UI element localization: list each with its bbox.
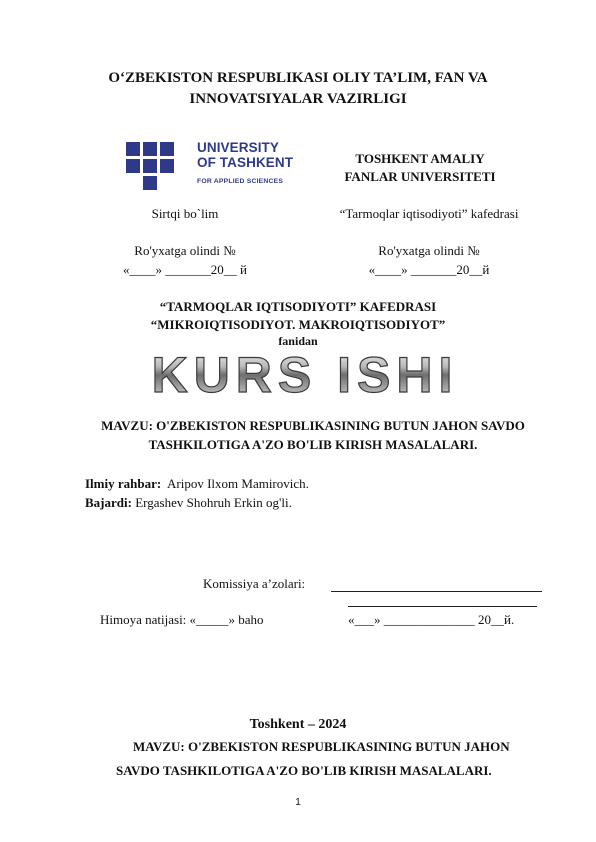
fanidan-label: fanidan <box>278 334 318 348</box>
logo-wordmark <box>197 140 297 185</box>
university-line-1: TOSHKENT AMALIY <box>355 151 485 166</box>
page-number: 1 <box>295 797 301 808</box>
defense-result: Himoya natijasi: «_____» baho <box>100 612 264 627</box>
right-registered: Ro'yxatga olindi № <box>378 243 480 258</box>
advisor-label: Ilmiy rahbar: <box>85 476 162 491</box>
logo-line-3: FOR APPLIED SCIENCES <box>197 178 284 185</box>
footer-topic-line-1: MAVZU: O'ZBEKISTON RESPUBLIKASINING BUTUN JAHON <box>133 739 510 754</box>
topic-line-1: MAVZU: O'ZBEKISTON RESPUBLIKASINING BUTUN JAHON SAVDO <box>101 418 525 433</box>
defense-date: «___» ______________ 20__й. <box>348 612 515 627</box>
right-department: “Tarmoqlar iqtisodiyoti” kafedrasi <box>339 206 519 221</box>
ministry-line-1: O‘ZBEKISTON RESPUBLIKASI OLIY TA’LIM, FAN VA <box>108 70 488 86</box>
right-date: «____» _______20__й <box>368 262 490 277</box>
ministry-header <box>0 68 596 110</box>
author-label: Bajardi: <box>85 495 132 510</box>
footer-topic-line-2: SAVDO TASHKILOTIGA A'ZO BO'LIB KIRISH MASALALARI. <box>116 763 492 778</box>
left-registered: Ro'yxatga olindi № <box>134 243 236 258</box>
university-line-2: FANLAR UNIVERSITETI <box>344 169 496 184</box>
city-year: Toshkent – 2024 <box>249 717 347 732</box>
advisor-row <box>85 474 485 493</box>
logo-line-2: OF TASHKENT <box>197 155 294 170</box>
kurs-ishi-text: KURS ISHI <box>151 348 459 398</box>
university-logo <box>126 140 294 198</box>
author-row <box>85 493 485 512</box>
commission-signature-line-2 <box>348 592 537 607</box>
author-name: Ergashev Shohruh Erkin og'li. <box>135 495 292 510</box>
kurs-ishi-banner <box>120 348 490 398</box>
topic-line-2: TASHKILOTIGA A'ZO BO'LIB KIRISH MASALALARI. <box>148 437 478 452</box>
subject-line-1: “TARMOQLAR IQTISODIYOTI” KAFEDRASI <box>159 299 437 314</box>
subject-line-2: “MIKROIQTISODIYOT. MAKROIQTISODIYOT” <box>150 317 446 332</box>
university-name <box>320 150 520 186</box>
logo-line-1: UNIVERSITY <box>197 140 280 155</box>
commission-label: Komissiya a’zolari: <box>203 576 306 591</box>
topic-block <box>80 416 546 454</box>
ministry-line-2: INNOVATSIYALAR VAZIRLIGI <box>189 91 407 107</box>
left-department: Sirtqi bo`lim <box>151 206 219 221</box>
commission-signature-line-1 <box>331 576 542 592</box>
left-date: «____» _______20__ й <box>123 262 247 277</box>
staff-block <box>85 474 485 512</box>
logo-grid-icon <box>126 142 182 192</box>
subject-block <box>0 298 596 334</box>
advisor-name: Aripov Ilxom Mamirovich. <box>167 476 309 491</box>
